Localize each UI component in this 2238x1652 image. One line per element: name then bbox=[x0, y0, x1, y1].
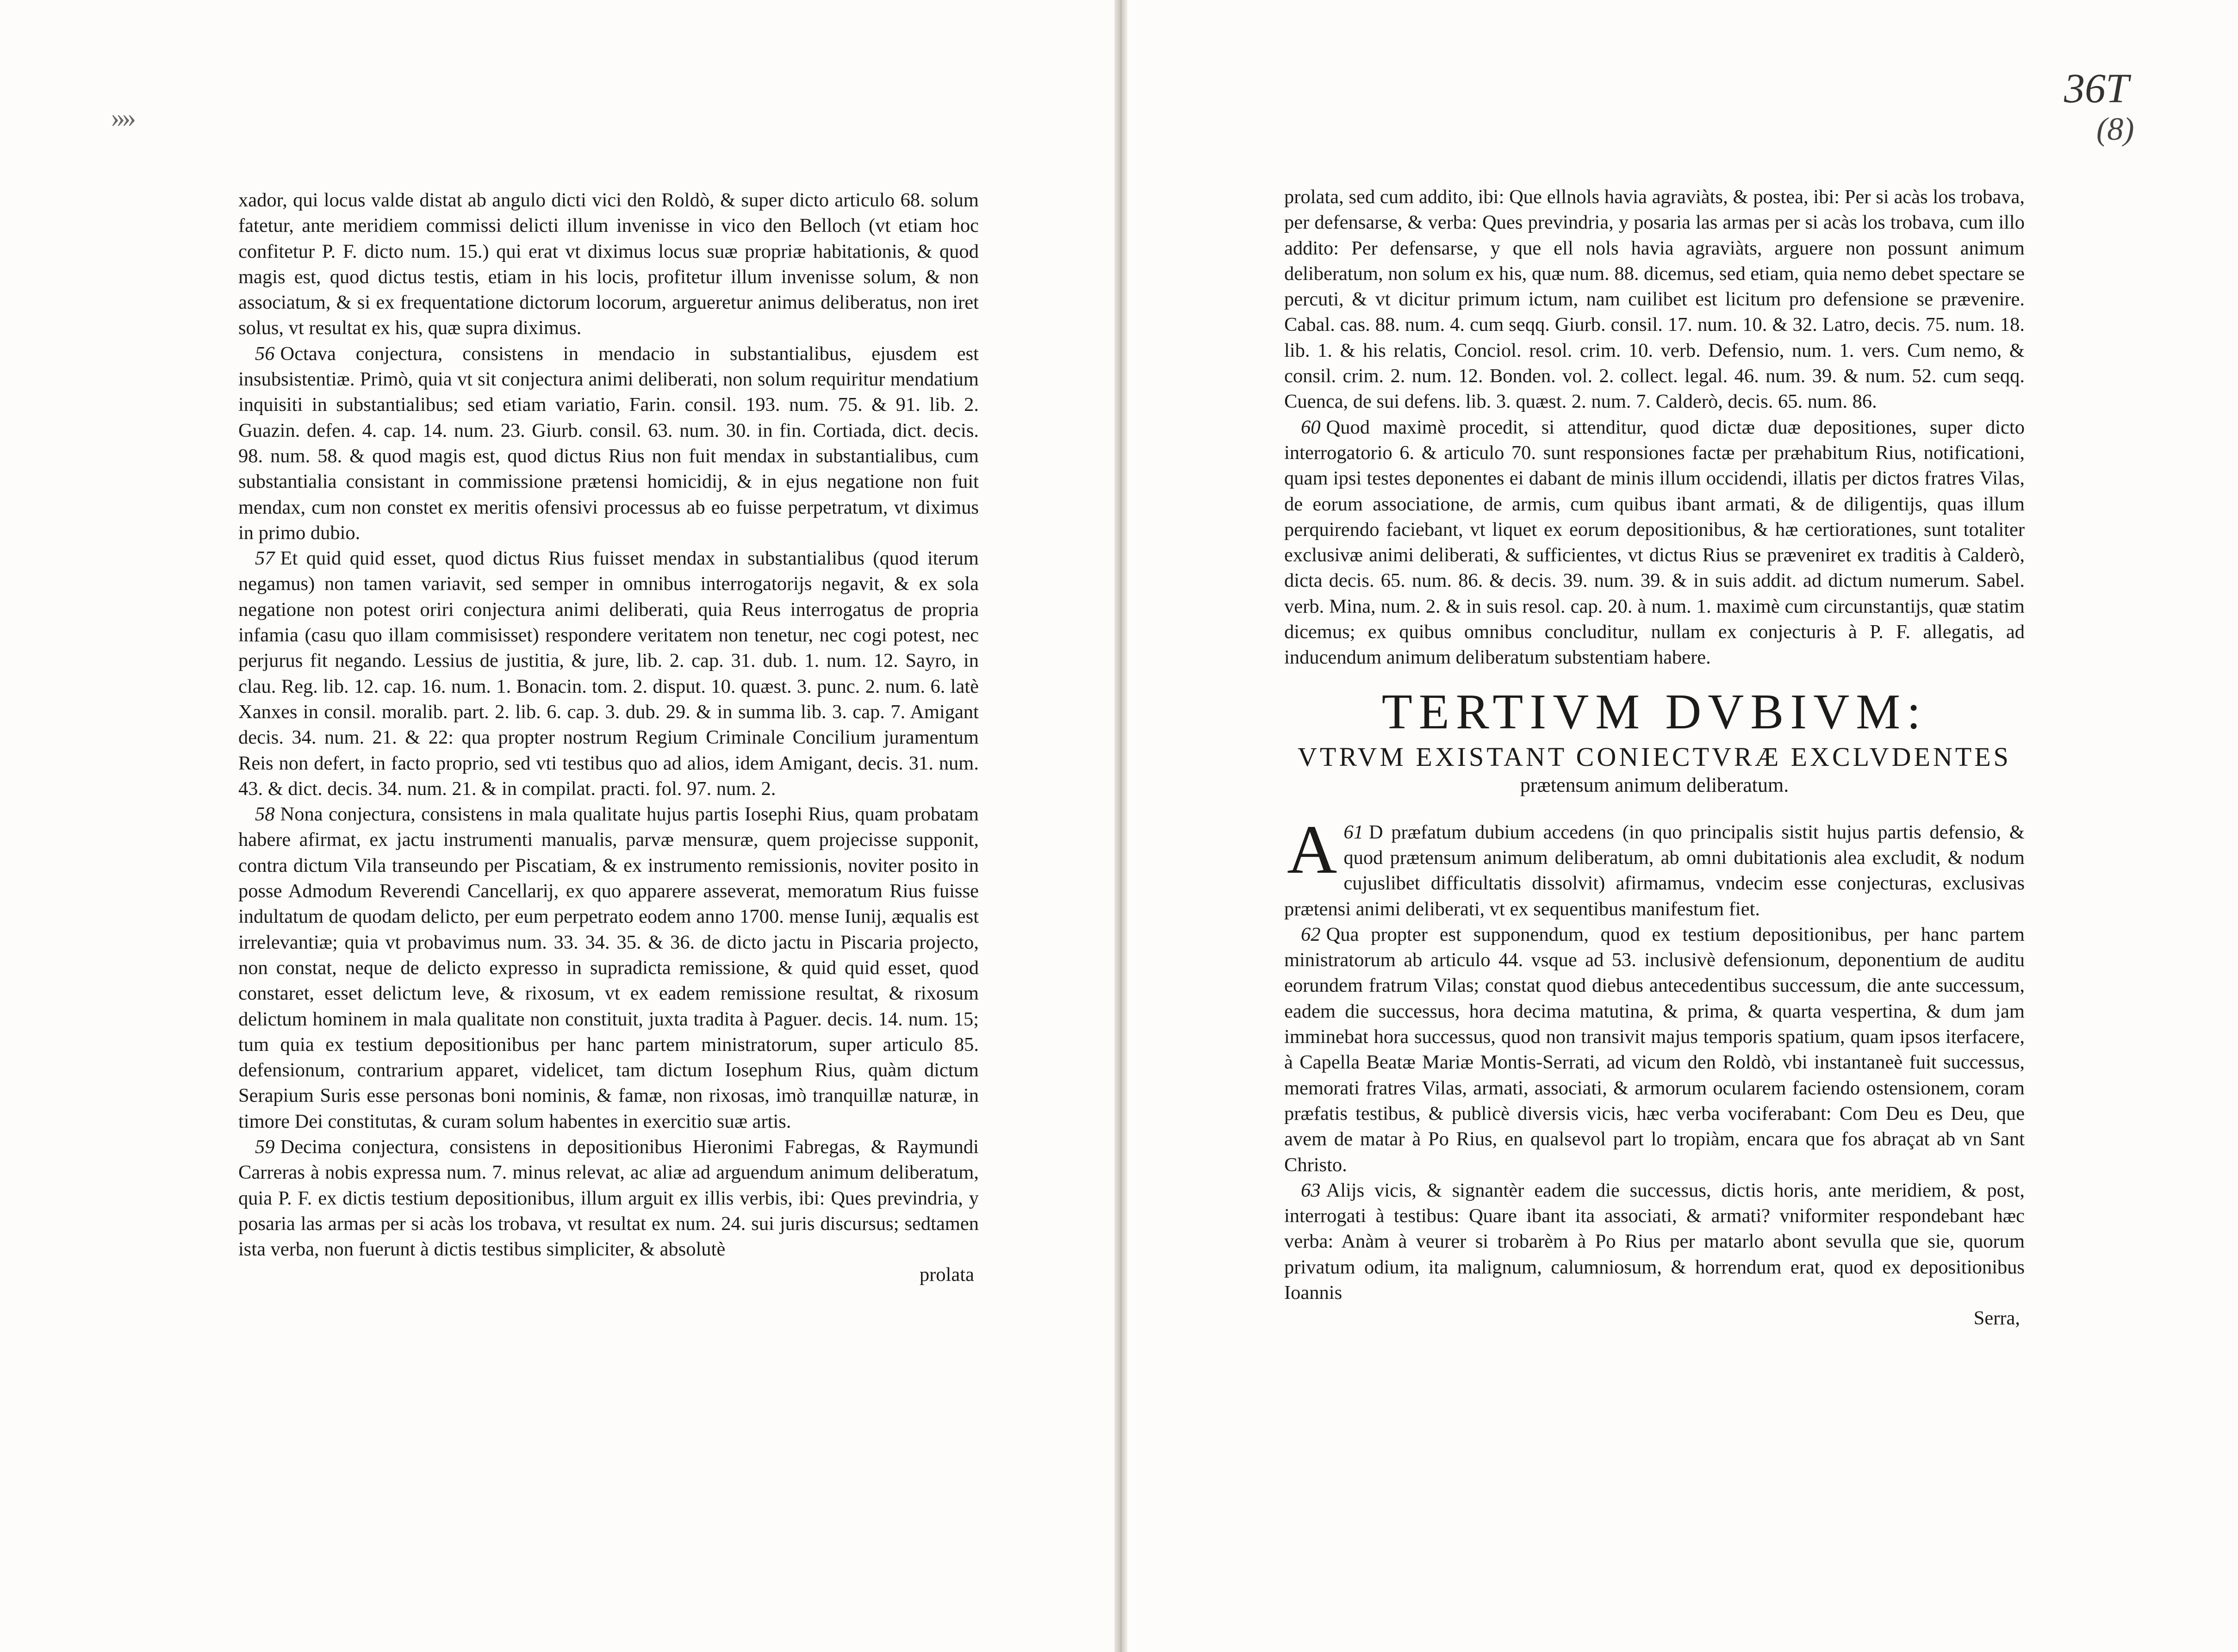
paragraph-text: Decima conjectura, consistens in depositionibus Hieronimi Fabregas, & Raymundi Carreras à nobis expressa num. 7. minus relevat, ac aliæ ad arguendum animum deliberatum, quia P. F. ex dictis testium depositionibus, illum arguit ex illis verbis, ibi: Ques previndria, y posaria las armas per si acàs los trobava, vt resultat ex num. 24. sui juris discursus; sedtamen ista verba, non fuerunt à dictis testibus simpliciter, & absolutè bbox=[238, 1136, 979, 1261]
paragraph-58 bbox=[238, 801, 979, 1134]
section-subheading: VTRVM EXISTANT CONIECTVRÆ EXCLVDENTES bbox=[1298, 741, 2011, 772]
paragraph-63 bbox=[1284, 1178, 2025, 1305]
right-text-column bbox=[1284, 184, 2025, 1331]
paragraph-number: 56 bbox=[255, 342, 275, 365]
paragraph-62 bbox=[1284, 922, 2025, 1178]
book-gutter bbox=[1114, 0, 1127, 1652]
paragraph-text: Et quid quid esset, quod dictus Rius fuisset mendax in substantialibus (quod iterum negamus) non tamen variavit, sed semper in omnibus interrogatorijs negavit, & ex sola negatione non potest oriri conjectura animi deliberati, quia Reus interrogatus de propria infamia (casu quo illam commisisset) respondere veritatem non tenetur, nec cogi potest, nec perjurus fit negando. Lessius de justitia, & jure, lib. 2. cap. 31. dub. 1. num. 12. Sayro, in clau. Reg. lib. 12. cap. 16. num. 1. Bonacin. tom. 2. disput. 10. quæst. 3. punc. 2. num. 6. latè Xanxes in consil. moralib. part. 2. lib. 6. cap. 3. dub. 29. & in summa lib. 3. cap. 7. Amigant decis. 34. num. 21. & 22: qua propter nostrum Regium Criminale Concilium juramentum Reis non defert, in facto proprio, sed vti testibus quo ad alios, idem Amigant, decis. 31. num. 43. & dict. decis. 34. num. 21. & in compilat. practi. fol. 97. num. 2. bbox=[238, 547, 979, 800]
catchword: Serra, bbox=[1973, 1307, 2020, 1329]
paragraph-text: Alijs vicis, & signantèr eadem die successus, dictis horis, ante meridiem, & post, interrogati à testibus: Quare ibant ita associati, & armati? vniformiter respondebant hæc verba: Anàm à veurer si trobarèm à Po Rius per matarlo abont sevulla que sie, quorum privatum odium, ita malignum, calumniosum, & horrendum erat, quod ex depositionibus Ioannis bbox=[1284, 1179, 2025, 1304]
continuation-paragraph: xador, qui locus valde distat ab angulo dicti vici den Roldò, & super dicto articulo 68. solum fatetur, ante meridiem commissi delicti illum invenisse in vico den Belloch (vt etiam hoc confitetur P. F. dicto num. 15.) qui erat vt diximus locus suæ propriæ habitationis, & quod magis est, quod dictus testis, etiam in his locis, profitetur illum invenisse solum, & non associatum, & si ex frequentatione dictorum locorum, argueretur animus deliberatus, non iret solus, vt resultat ex his, quæ supra diximus. bbox=[238, 189, 979, 339]
paragraph-text: D præfatum dubium accedens (in quo principalis sistit hujus partis defensio, & quod prætensum animum deliberatum, ab omni dubitationis alea excludit, & nodum cujuslibet difficultatis dissolvit) afirmamus, vndecim esse conjecturas, exclusivas prætensi animi deliberati, vt ex sequentibus manifestum fiet. bbox=[1284, 821, 2025, 920]
left-text-column bbox=[238, 187, 979, 1288]
paragraph-number: 61 bbox=[1343, 821, 1363, 843]
paragraph-59 bbox=[238, 1134, 979, 1262]
paragraph-number: 63 bbox=[1301, 1179, 1321, 1201]
paragraph-number: 59 bbox=[255, 1136, 275, 1158]
paragraph-text: Qua propter est supponendum, quod ex testium depositionibus, per hanc partem ministratorum ab articulo 44. vsque ad 53. inclusivè defensionum, deponentium de auditu eorundem fratrum Vilas; constat quod diebus antecedentibus successum, die ante successum, eadem die successus, hora decima matutina, & prima, & quarta vespertina, & dum jam imminebat hora successus, quod non transivit majus temporis spatium, quam ipsos iterfacere, à Capella Beatæ Mariæ Montis-Serrati, ad vicum den Roldò, vbi instantaneè fuit successus, memorati fratres Vilas, armati, associati, & armorum ocularem faciendo ostensionem, coram præfatis testibus, & publicè diversis vicis, hæc verba vociferabant: Com Deu es Deu, que avem de matar à Po Rius, en qualsevol part lo tropiàm, encara que fos abraçat ab vn Sant Christo. bbox=[1284, 923, 2025, 1176]
drop-cap: A bbox=[1287, 811, 1337, 888]
paragraph-57 bbox=[238, 546, 979, 801]
folio-subnumber: (8) bbox=[2096, 112, 2134, 147]
section-heading: TERTIVM DVBIVM: bbox=[1381, 684, 1927, 739]
catchword: prolata bbox=[920, 1264, 974, 1286]
folio-number: 36T bbox=[2064, 66, 2129, 112]
paragraph-number: 62 bbox=[1301, 923, 1321, 945]
paragraph-60 bbox=[1284, 415, 2025, 671]
paragraph-number: 57 bbox=[255, 547, 275, 570]
paragraph-61 bbox=[1284, 811, 2025, 922]
continuation-paragraph: prolata, sed cum addito, ibi: Que ellnols havia agraviàts, & postea, ibi: Per si acàs los trobava, per defensarse, & verba: Ques previndria, y posaria las armas per si acàs los trobava, cum illo addito: Per defensarse, y que ell nols havia agraviàts, arguere non possunt animum deliberatum, non solum ex his, quæ num. 88. dicemus, sed etiam, quia nemo debet spectare se percuti, & vt dicitur primum ictum, nam cuilibet est licitum pro defensione se prævenire. Cabal. cas. 88. num. 4. cum seqq. Giurb. consil. 17. num. 10. & 32. Latro, decis. 75. num. 18. lib. 1. & his relatis, Conciol. resol. crim. 10. verb. Defensio, num. 1. vers. Cum nemo, & consil. crim. 2. num. 12. Bonden. vol. 2. collect. legal. 46. num. 39. & num. 52. cum seqq. Cuenca, de sui defens. lib. 3. quæst. 2. num. 7. Calderò, decis. 65. num. 86. bbox=[1284, 186, 2025, 413]
paragraph-text: Octava conjectura, consistens in mendacio in substantialibus, ejusdem est insubsistentiæ. Primò, quia vt sit conjectura animi deliberati, non solum requiritur mendatium inquisiti in substantialibus; sed etiam variatio, Farin. consil. 193. num. 75. & 91. lib. 2. Guazin. defen. 4. cap. 14. num. 23. Giurb. consil. 63. num. 30. in fin. Cortiada, dict. decis. 98. num. 58. & quod magis est, quod dictus Rius non fuit mendax in substantialibus, cum substantialia consistant in commissione prætensi homicidij, & in ejus negatione non fuit mendax, cum non constet ex meritis ofensivi processus ab eo fuisse perpetratum, vt diximus in primo dubio. bbox=[238, 342, 979, 544]
paragraph-number: 58 bbox=[255, 803, 275, 826]
left-corner-mark: »» bbox=[111, 102, 133, 133]
paragraph-text: Nona conjectura, consistens in mala qualitate hujus partis Iosephi Rius, quam probatam habere afirmat, ex jactu instrumenti manualis, parvæ mensuræ, quem projecisse supponit, contra dictum Vila transeundo per Piscatiam, & ex instrumento remissionis, noviter posito in posse Admodum Reverendi Cancellarij, ex quo apparere asseverat, memoratum Rius fuisse indultatum de quodam delicto, per eum perpetrato eodem anno 1700. mense Iunij, æqualis est irrelevantiæ; quia vt probavimus num. 33. 34. 35. & 36. de dicto jactu in Piscaria projecto, non constat, neque de delicto expresso in supradicta remissione, & quid quid esset, quod constaret, esset delictum leve, & rixosum, vt ex eadem remissione resultat, & rixosum delictum hominem in mala qualitate non constituit, juxta tradita à Paguer. decis. 14. num. 15; tum quia ex testium depositionibus per hanc partem ministratorum, super articulo 85. defensionum, contrarium apparet, videlicet, tam dictum Iosephum Rius, quàm dictum Serapium Suris esse personas boni nominis, & famæ, non rixosas, imò tranquillæ naturæ, in timore Dei constitutas, & curam solum habentes in exercitio suæ artis. bbox=[238, 803, 979, 1132]
paragraph-number: 60 bbox=[1301, 416, 1321, 438]
paragraph-text: Quod maximè procedit, si attenditur, quod dictæ duæ depositiones, super dicto interrogatorio 6. & articulo 70. sunt responsiones factæ per præhabitum Rius, notificationi, quam ipsi testes deponentes ei dabant de minis illum occidendi, illatis per dictos fratres Vilas, de eorum associatione, de armis, cum quibus ibant armati, & de diligentijs, quas illum perquirendo faciebant, vt liquet ex eorum depositionibus, & hæ certiorationes, sunt totaliter exclusivæ animi deliberati, & sufficientes, vt dictus Rius se præveniret ex traditis à Calderò, dicta decis. 65. num. 86. & decis. 39. num. 39. & in suis addit. ad dictum numerum. Sabel. verb. Mina, num. 2. & in suis resol. cap. 20. à num. 1. maximè cum circunstantijs, quæ statim dicemus; ex quibus omnibus concluditur, nullam ex conjecturis à P. F. allegatis, ad inducendum animum deliberatum substentiam habere. bbox=[1284, 416, 2025, 669]
paragraph-56 bbox=[238, 341, 979, 546]
section-subheading-line2: prætensum animum deliberatum. bbox=[1520, 773, 1789, 796]
